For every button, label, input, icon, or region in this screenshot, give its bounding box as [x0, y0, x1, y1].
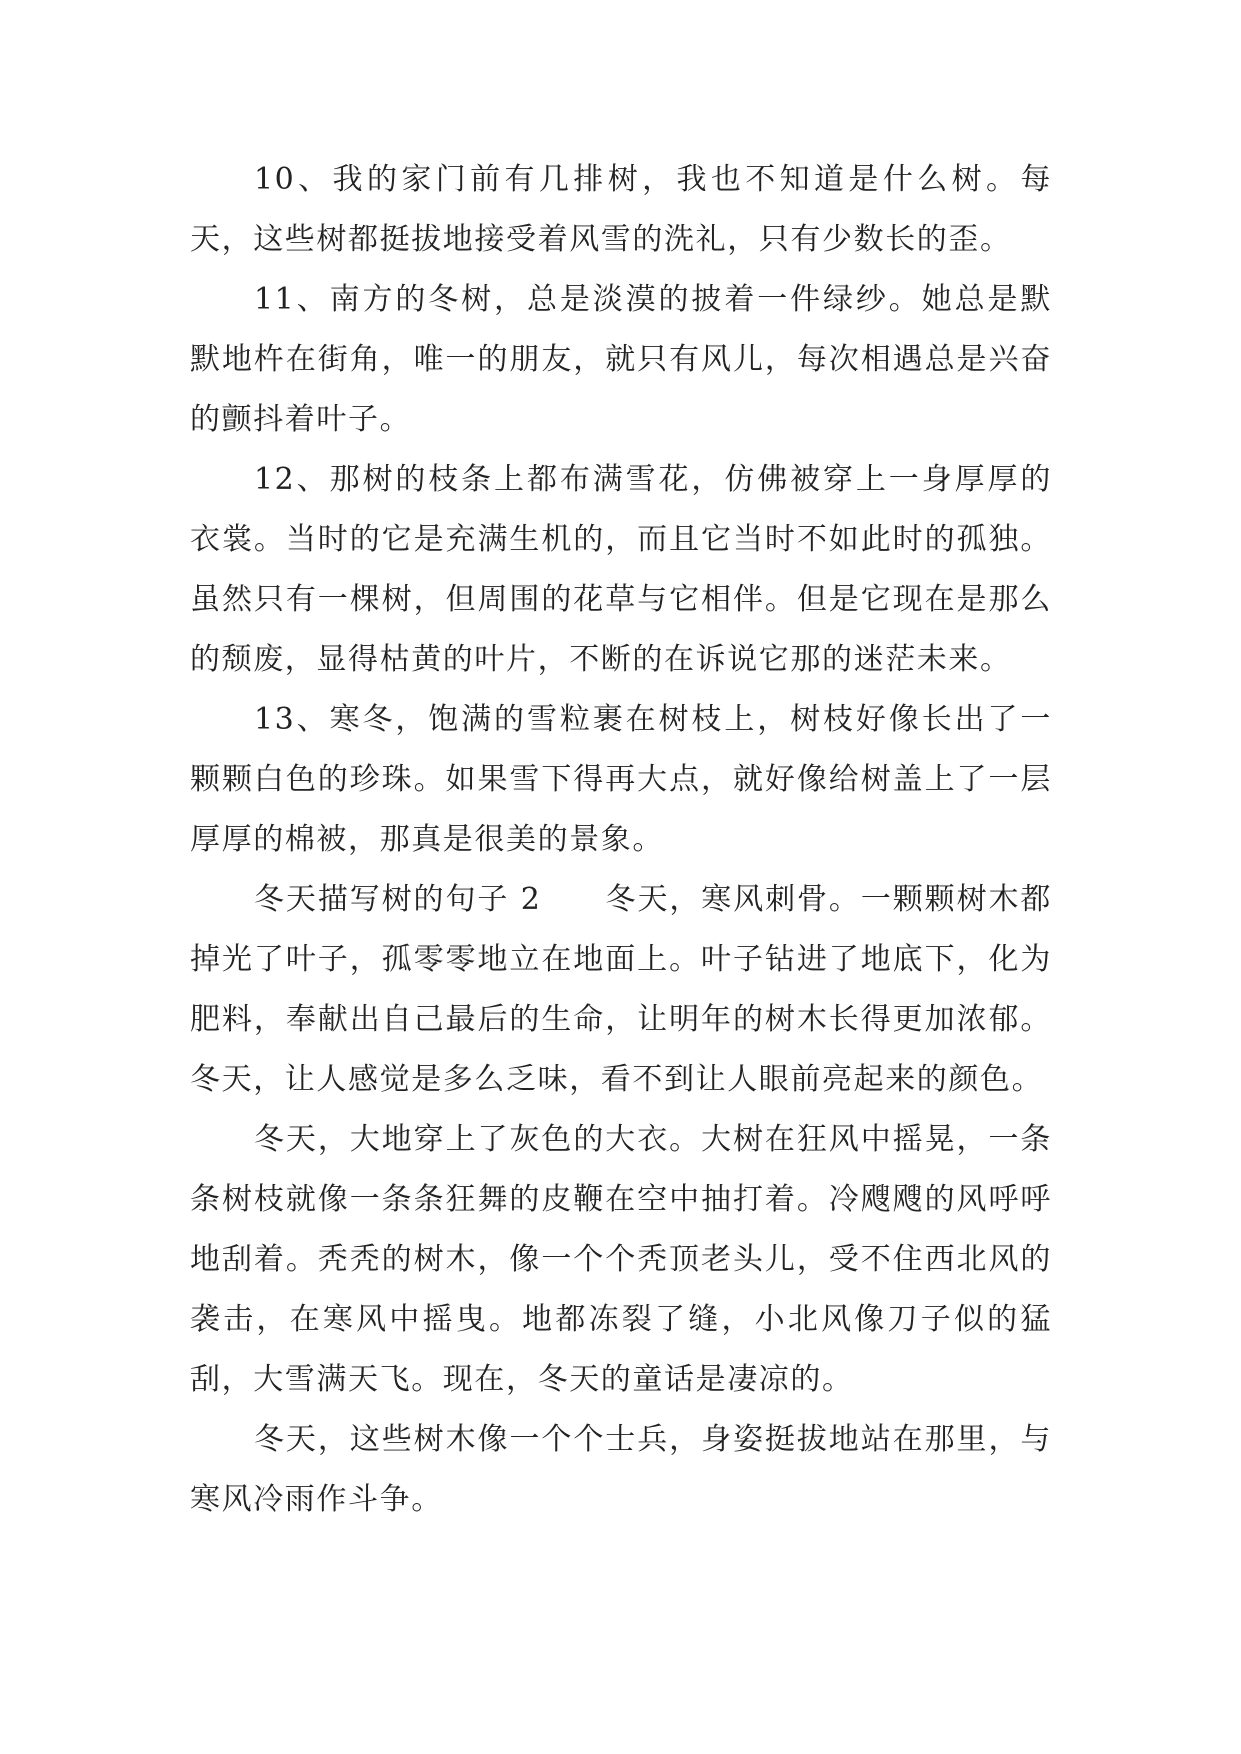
- paragraph-12: 12、那树的枝条上都布满雪花，仿佛被穿上一身厚厚的衣裳。当时的它是充满生机的，而且它当时不如此时的孤独。虽然只有一棵树，但周围的花草与它相伴。但是它现在是那么的颓废，显得枯黄的叶片，不断的在诉说它那的迷茫未来。: [190, 462, 1052, 677]
- paragraph-13: 13、寒冬，饱满的雪粒裹在树枝上，树枝好像长出了一颗颗白色的珍珠。如果雪下得再大点，就好像给树盖上了一层厚厚的棉被，那真是很美的景象。: [190, 702, 1052, 857]
- paragraph-10: 10、我的家门前有几排树，我也不知道是什么树。每天，这些树都挺拔地接受着风雪的洗礼，只有少数长的歪。: [190, 162, 1052, 257]
- paragraph-winter-gray-coat: 冬天，大地穿上了灰色的大衣。大树在狂风中摇晃，一条条树枝就像一条条狂舞的皮鞭在空中抽打着。冷飕飕的风呼呼地刮着。秃秃的树木，像一个个秃顶老头儿，受不住西北风的袭击，在寒风中摇曳。地都冻裂了缝，小北风像刀子似的猛刮，大雪满天飞。现在，冬天的童话是凄凉的。: [190, 1122, 1052, 1397]
- paragraph-11: 11、南方的冬树，总是淡漠的披着一件绿纱。她总是默默地杵在街角，唯一的朋友，就只有风儿，每次相遇总是兴奋的颤抖着叶子。: [190, 282, 1052, 437]
- paragraph-winter-soldiers: 冬天，这些树木像一个个士兵，身姿挺拔地站在那里，与寒风冷雨作斗争。: [190, 1422, 1052, 1517]
- paragraph-section-2: 冬天描写树的句子 2 冬天，寒风刺骨。一颗颗树木都掉光了叶子，孤零零地立在地面上。叶子钻进了地底下，化为肥料，奉献出自己最后的生命，让明年的树木长得更加浓郁。冬天，让人感觉是多么乏味，看不到让人眼前亮起来的颜色。: [190, 882, 1052, 1097]
- document-body: [190, 150, 1052, 1530]
